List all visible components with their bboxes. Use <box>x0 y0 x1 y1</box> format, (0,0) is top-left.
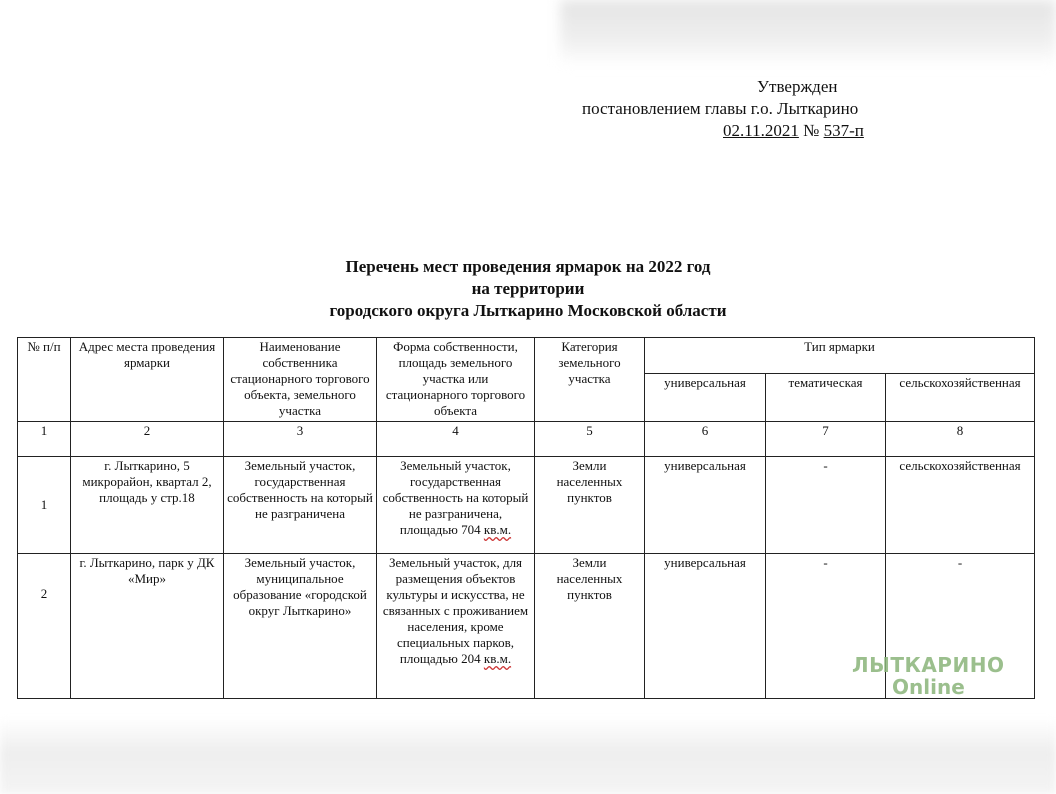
header-row <box>18 338 1035 374</box>
row-universal: универсальная <box>645 554 766 699</box>
area-unit: кв.м. <box>483 522 512 537</box>
row-owner: Земельный участок, государственная собственность на который не разграничена <box>224 457 377 554</box>
table-row <box>18 457 1035 554</box>
fairs-table <box>17 337 1035 699</box>
row-agricultural: сельскохозяйственная <box>886 457 1035 554</box>
title-line-3: городского округа Лыткарино Московской области <box>329 301 727 320</box>
document-title <box>0 256 1056 322</box>
ownership-text: Земельный участок, государственная собственность на который не разграничена, площадью 704 <box>382 458 529 537</box>
approval-number: 537-п <box>823 121 864 140</box>
ownership-text: Земельный участок, для размещения объектов культуры и искусства, не связанных с проживанием населения, кроме специальных парков, площадью 204 <box>382 555 529 666</box>
row-number: 1 <box>18 457 71 554</box>
numbering-cell: 8 <box>886 422 1035 457</box>
approval-resolution: постановлением главы г.о. Лыткарино <box>582 99 859 118</box>
header-thematic: тематическая <box>766 374 886 422</box>
scan-shadow-bottom <box>0 718 1056 794</box>
approval-heading: Утвержден <box>757 77 838 96</box>
row-universal: универсальная <box>645 457 766 554</box>
row-address: г. Лыткарино, парк у ДК «Мир» <box>71 554 224 699</box>
header-ownership-form: Форма собственности, площадь земельного участка или стационарного торгового объекта <box>377 338 535 422</box>
numbering-cell: 7 <box>766 422 886 457</box>
numbering-cell: 5 <box>535 422 645 457</box>
header-address: Адрес места проведения ярмарки <box>71 338 224 422</box>
row-thematic: - <box>766 554 886 699</box>
approval-date-number <box>723 120 864 142</box>
title-line-1: Перечень мест проведения ярмарок на 2022 год <box>345 257 711 276</box>
row-agricultural: - <box>886 554 1035 699</box>
title-line-2: на территории <box>471 279 585 298</box>
watermark-logo <box>852 654 1022 698</box>
approval-number-sign: № <box>803 121 820 140</box>
numbering-cell: 2 <box>71 422 224 457</box>
numbering-cell: 1 <box>18 422 71 457</box>
row-ownership <box>377 457 535 554</box>
header-land-category: Категория земельного участка <box>535 338 645 422</box>
numbering-cell: 3 <box>224 422 377 457</box>
row-category: Земли населенных пунктов <box>535 554 645 699</box>
row-category: Земли населенных пунктов <box>535 457 645 554</box>
watermark-line-1: ЛЫТКАРИНО <box>852 653 1005 677</box>
header-owner: Наименование собственника стационарного торгового объекта, земельного участка <box>224 338 377 422</box>
row-address: г. Лыткарино, 5 микрорайон, квартал 2, площадь у стр.18 <box>71 457 224 554</box>
numbering-cell: 6 <box>645 422 766 457</box>
watermark-line-2: Online <box>892 675 965 699</box>
header-number: № п/п <box>18 338 71 422</box>
area-unit: кв.м. <box>483 651 512 666</box>
row-owner: Земельный участок, муниципальное образование «городской округ Лыткарино» <box>224 554 377 699</box>
row-ownership <box>377 554 535 699</box>
header-universal: универсальная <box>645 374 766 422</box>
header-fair-type: Тип ярмарки <box>645 338 1035 374</box>
row-thematic: - <box>766 457 886 554</box>
scan-shadow-top <box>560 0 1056 66</box>
numbering-row <box>18 422 1035 457</box>
approval-date: 02.11.2021 <box>723 121 799 140</box>
row-number: 2 <box>18 554 71 699</box>
header-agricultural: сельскохозяйственная <box>886 374 1035 422</box>
numbering-cell: 4 <box>377 422 535 457</box>
